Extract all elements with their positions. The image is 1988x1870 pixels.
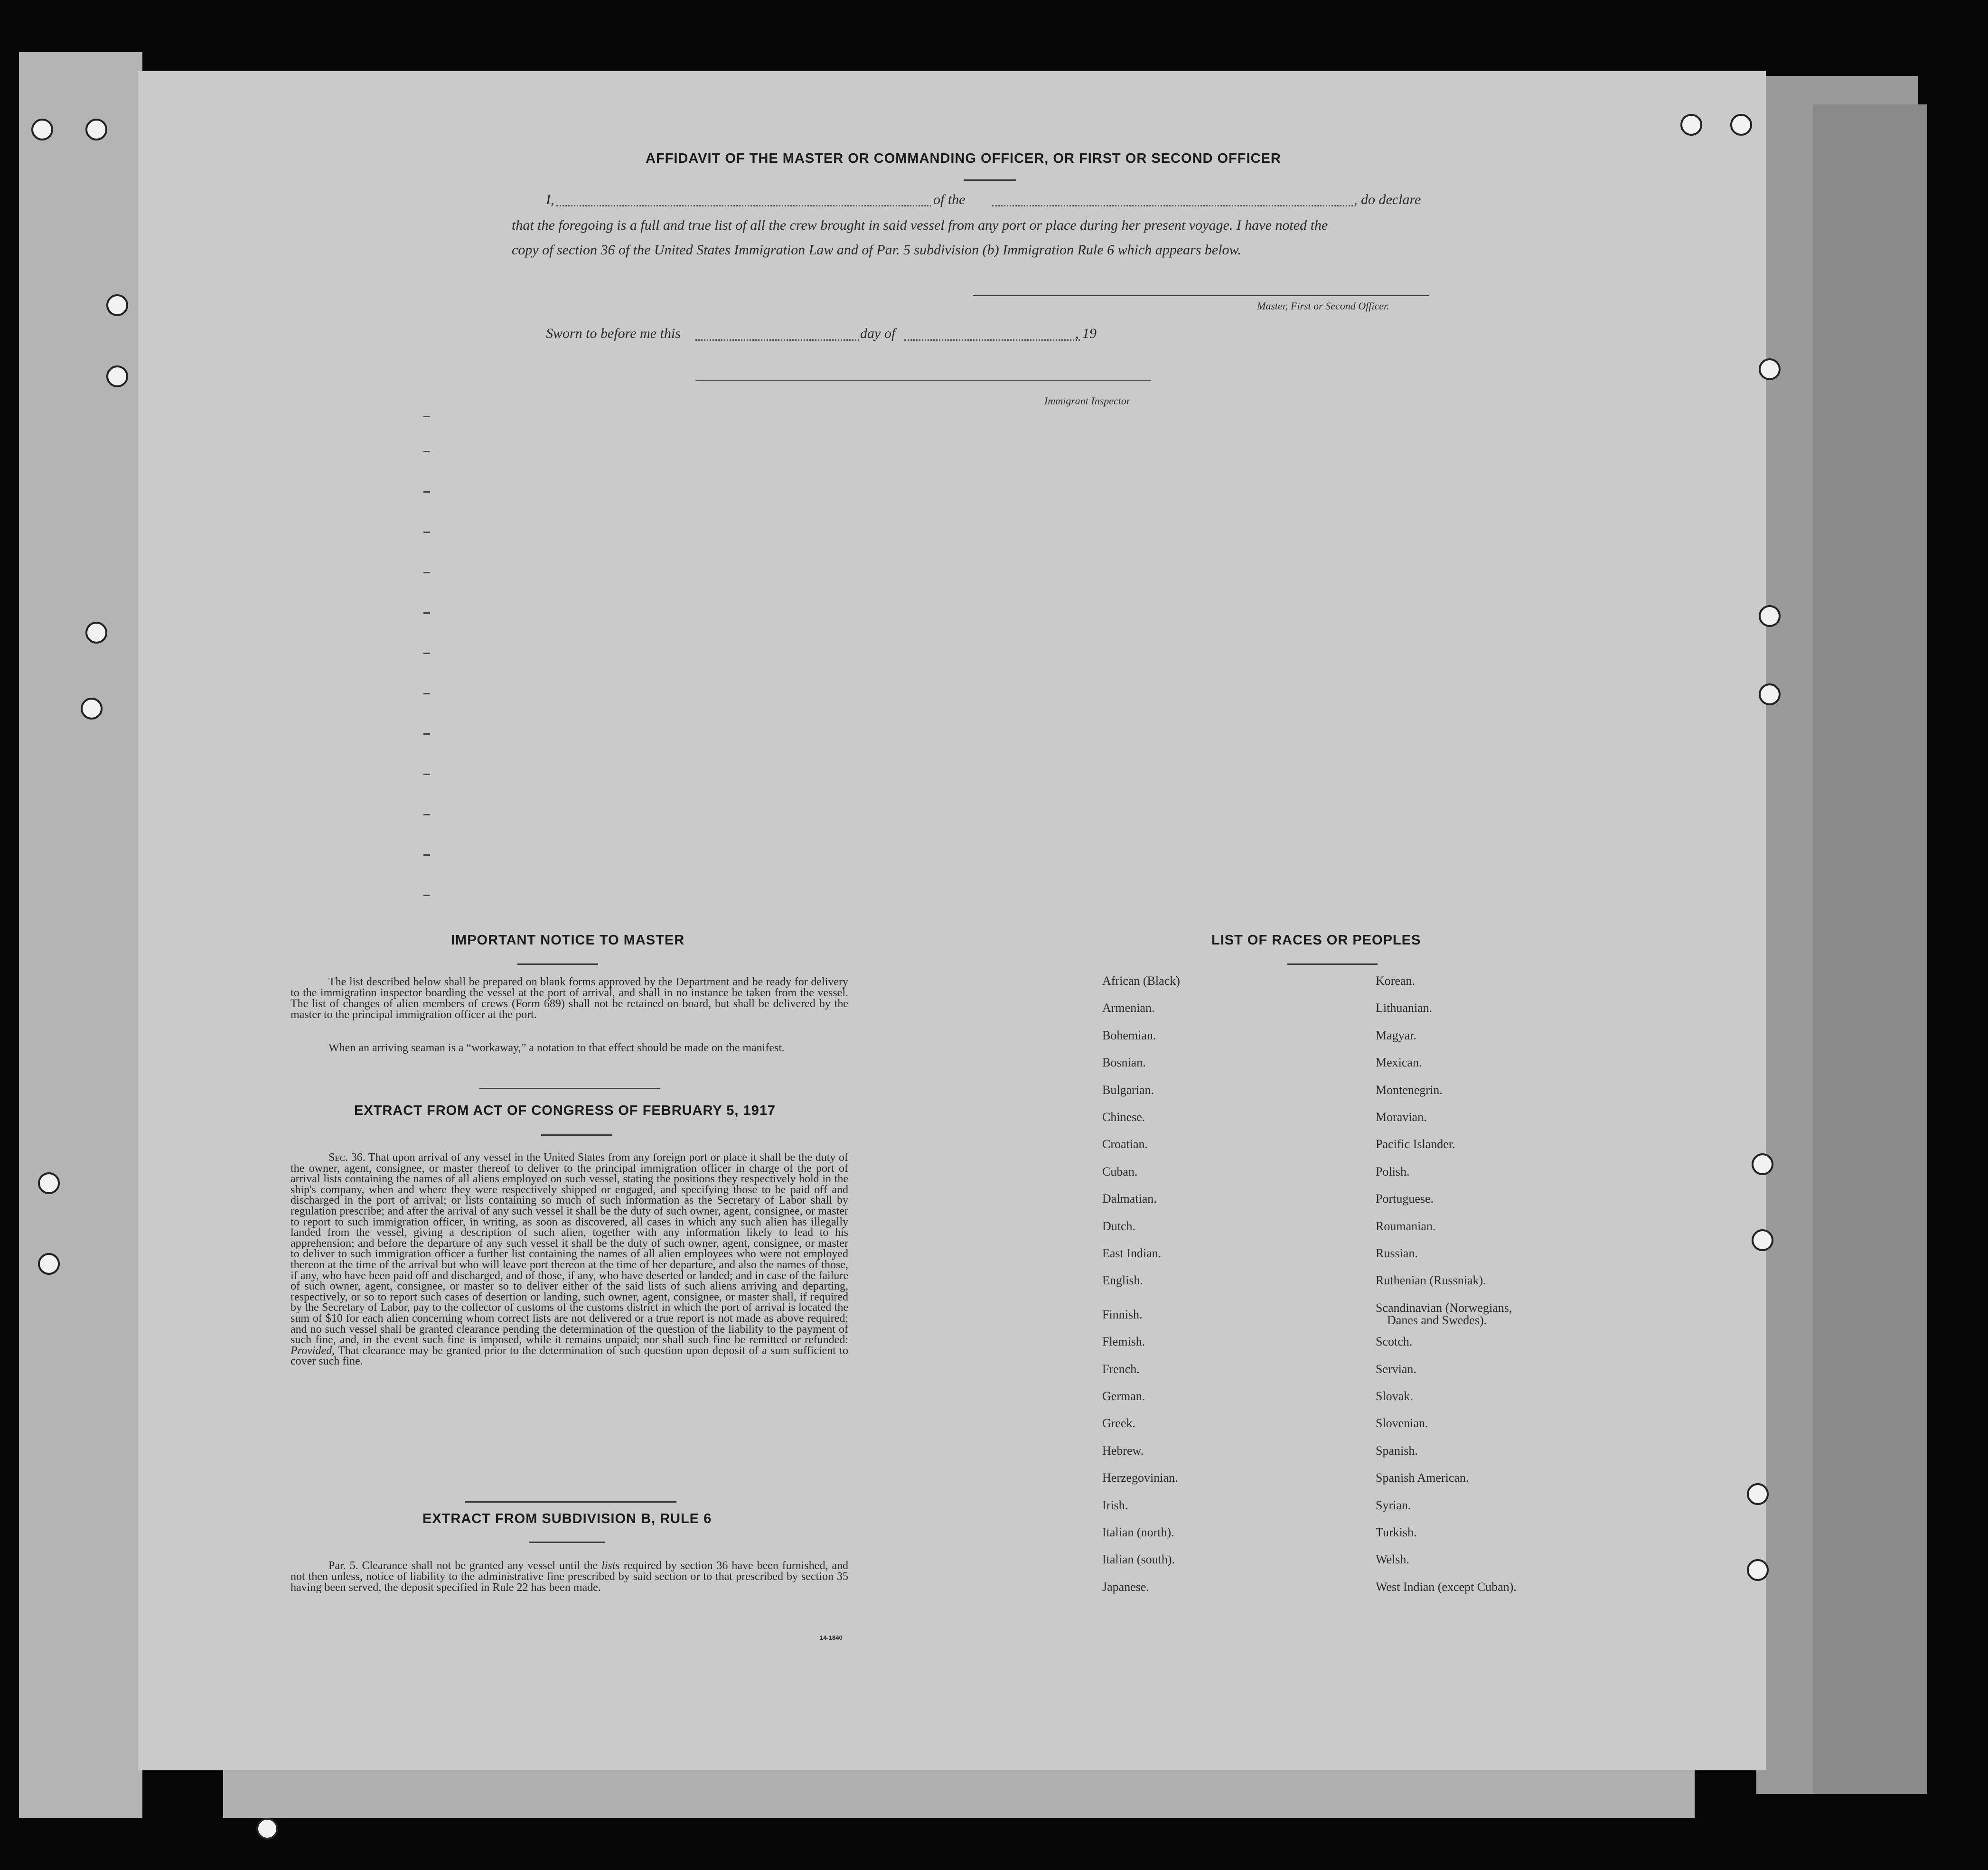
race-item: Flemish. xyxy=(1102,1335,1145,1349)
races-divider xyxy=(1287,963,1378,965)
notice-divider xyxy=(517,963,598,965)
race-item: Bohemian. xyxy=(1102,1028,1156,1042)
margin-tick xyxy=(423,854,430,856)
title-divider xyxy=(964,179,1016,181)
binder-hole xyxy=(1759,605,1781,627)
margin-tick xyxy=(423,416,430,417)
race-item: Roumanian. xyxy=(1376,1219,1436,1233)
race-item: Portuguese. xyxy=(1376,1192,1434,1206)
binder-hole xyxy=(38,1253,60,1275)
race-item: Dalmatian. xyxy=(1102,1192,1157,1206)
race-item: Spanish. xyxy=(1376,1443,1418,1458)
margin-tick xyxy=(423,451,430,452)
binder-hole xyxy=(85,622,107,644)
race-item: Turkish. xyxy=(1376,1525,1417,1539)
officer-signature-line[interactable] xyxy=(973,295,1429,296)
race-item: Armenian. xyxy=(1102,1001,1155,1015)
master-name-field[interactable] xyxy=(556,205,931,206)
inspector-caption: Immigrant Inspector xyxy=(1044,395,1131,407)
race-item: Syrian. xyxy=(1376,1498,1411,1512)
race-item: English. xyxy=(1102,1273,1143,1288)
officer-signature-caption: Master, First or Second Officer. xyxy=(1257,300,1389,312)
act-extract-title: EXTRACT FROM ACT OF CONGRESS OF FEBRUARY 5, 1917 xyxy=(354,1103,776,1118)
race-item: Slovak. xyxy=(1376,1389,1413,1403)
section-divider xyxy=(479,1088,660,1089)
binder-hole xyxy=(85,119,107,140)
binder-hole xyxy=(106,365,128,387)
binder-hole xyxy=(1680,114,1702,136)
sworn-month-field[interactable] xyxy=(904,339,1080,341)
section-36-tail: That clearance may be granted prior to the determination of such question upon deposit of a sum sufficient to cover such fine. xyxy=(291,1344,848,1368)
rule-extract-body xyxy=(291,1561,848,1593)
race-item: Moravian. xyxy=(1376,1110,1427,1124)
underlying-sheet-right-2 xyxy=(1813,104,1927,1794)
provided-word: Provided, xyxy=(291,1344,335,1357)
binder-hole xyxy=(1747,1559,1769,1581)
race-item: Japanese. xyxy=(1102,1580,1149,1594)
rule-text-b: required by section 36 have been furnished, and not then unless, notice of liability to the administrative fine prescribed by said section or to that prescribed by section 35 having been served, the deposit specified in Rule 22 has been made. xyxy=(291,1560,849,1594)
race-item: French. xyxy=(1102,1362,1140,1376)
race-item: Polish. xyxy=(1376,1164,1410,1178)
race-item: Finnish. xyxy=(1102,1307,1143,1321)
race-item: Croatian. xyxy=(1102,1137,1148,1151)
section-label: Sec. 36. xyxy=(328,1151,366,1164)
race-item: Scotch. xyxy=(1376,1335,1413,1349)
sworn-day-of-label: day of xyxy=(860,326,896,341)
margin-tick xyxy=(423,653,430,654)
sworn-prefix: Sworn to before me this xyxy=(546,326,681,341)
sworn-year-label: , 19 xyxy=(1075,326,1097,341)
affidavit-title: AFFIDAVIT OF THE MASTER OR COMMANDING OFFICER, OR FIRST OR SECOND OFFICER xyxy=(646,151,1281,166)
act-divider xyxy=(541,1134,612,1136)
binder-hole xyxy=(31,119,53,140)
race-item: Cuban. xyxy=(1102,1164,1138,1178)
race-item: Servian. xyxy=(1376,1362,1416,1376)
race-item: Bosnian. xyxy=(1102,1056,1146,1070)
form-number: 14-1840 xyxy=(820,1634,843,1641)
rule-text-a: Par. 5. Clearance shall not be granted any vessel until the xyxy=(328,1560,598,1572)
race-item: Ruthenian (Russniak). xyxy=(1376,1273,1486,1288)
race-item: Scandinavian (Norwegians, xyxy=(1376,1300,1512,1315)
rule-extract-title: EXTRACT FROM SUBDIVISION B, RULE 6 xyxy=(422,1511,712,1526)
races-title: LIST OF RACES OR PEOPLES xyxy=(1211,933,1421,948)
race-item: Greek. xyxy=(1102,1416,1136,1431)
race-item: Lithuanian. xyxy=(1376,1001,1433,1015)
binder-hole xyxy=(256,1818,278,1840)
race-item: Italian (north). xyxy=(1102,1525,1174,1539)
race-item: East Indian. xyxy=(1102,1246,1162,1260)
lists-word: lists xyxy=(601,1560,620,1572)
notice-paragraph-2: When an arriving seaman is a “workaway,” a notation to that effect should be made on the manifest. xyxy=(328,1042,785,1054)
binder-hole xyxy=(1759,358,1781,380)
race-item: Dutch. xyxy=(1102,1219,1136,1233)
margin-tick xyxy=(423,612,430,614)
margin-tick xyxy=(423,693,430,694)
race-item: Slovenian. xyxy=(1376,1416,1428,1431)
binder-hole xyxy=(1747,1483,1769,1505)
race-item: Korean. xyxy=(1376,974,1416,988)
affidavit-line-3: copy of section 36 of the United States Immigration Law and of Par. 5 subdivision (b) Immigration Rule 6 which appears below. xyxy=(512,242,1241,258)
race-item: Russian. xyxy=(1376,1246,1418,1260)
race-item: Hebrew. xyxy=(1102,1443,1144,1458)
race-item: German. xyxy=(1102,1389,1145,1403)
race-item: Spanish American. xyxy=(1376,1471,1469,1485)
race-item: Danes and Swedes). xyxy=(1387,1313,1487,1327)
underlying-sheet-left xyxy=(19,52,142,1818)
notice-title: IMPORTANT NOTICE TO MASTER xyxy=(451,933,685,948)
binder-hole xyxy=(106,294,128,316)
race-item: West Indian (except Cuban). xyxy=(1376,1580,1517,1594)
binder-hole xyxy=(38,1172,60,1194)
margin-tick xyxy=(423,895,430,896)
binder-hole xyxy=(1752,1229,1773,1251)
margin-tick xyxy=(423,491,430,493)
race-item: Bulgarian. xyxy=(1102,1083,1154,1097)
race-item: Irish. xyxy=(1102,1498,1128,1512)
rule-divider xyxy=(529,1542,605,1543)
race-item: Italian (south). xyxy=(1102,1552,1175,1567)
race-item: Welsh. xyxy=(1376,1552,1409,1567)
race-item: Montenegrin. xyxy=(1376,1083,1443,1097)
race-item: Chinese. xyxy=(1102,1110,1145,1124)
act-extract-body xyxy=(291,1152,848,1367)
margin-tick xyxy=(423,814,430,815)
margin-tick xyxy=(423,572,430,573)
binder-hole xyxy=(1759,683,1781,705)
vessel-name-field[interactable] xyxy=(992,205,1353,206)
inspector-signature-line[interactable] xyxy=(695,380,1151,381)
affidavit-i-label: I, xyxy=(546,192,554,207)
margin-tick xyxy=(423,733,430,735)
margin-tick xyxy=(423,532,430,533)
notice-paragraph-1: The list described below shall be prepared on blank forms approved by the Department and be ready for delivery to the immigration inspector boarding the vessel at the port of arrival, and shall in no instance be taken from the vessel. The list of changes of alien members of crews (Form 689) shall not be retained on board, but shall be delivered by the master to the principal immigration officer at the port. xyxy=(291,976,848,1021)
section-36-text: That upon arrival of any vessel in the United States from any foreign port or place it shall be the duty of the owner, agent, consignee, or master thereof to deliver to the principal immigration officer in charge of the port of arrival lists containing the names of all aliens employed on such vessel, stating the positions they respectively hold in the ship's company, when and where they were respectively shipped or engaged, and specifying those to be paid off and discharged in the port of arrival; or lists containing so much of such information as the Secretary of Labor shall by regulation prescribe; and after the arrival of any such vessel it shall be the duty of such owner, agent, consignee, or master to report to such immigration officer, in writing, as soon as discovered, all cases in which any such alien has illegally landed from the vessel, giving a description of such alien, together with any information likely to lead to his apprehension; and before the departure of any such vessel it shall be the duty of such owner, agent, consignee, or master to deliver to such immigration officer a further list containing the names of all alien employees who were not employed thereon at the time of the arrival but who will leave port thereon at the time of her departure, and also the names of those, if any, who have been paid off and discharged, and of those, if any, who have deserted or landed; and in case of the failure of such owner, agent, consignee, or master so to deliver either of the said lists of such aliens arriving and departing, respectively, or so to report such cases of desertion or landing, such owner, agent, consignee, or master shall, if required by the Secretary of Labor, pay to the collector of customs of the customs district in which the port of arrival is located the sum of $10 for each alien concerning whom correct lists are not delivered or a true report is not made as above required; and no such vessel shall be granted clearance pending the determination of the question of the liability to the payment of such fine, and, in the event such fine is imposed, while it remains unpaid; nor shall such fine be remitted or refunded: xyxy=(291,1151,848,1346)
binder-hole xyxy=(1752,1153,1773,1175)
affidavit-of-the-label: of the xyxy=(933,192,966,207)
section-divider xyxy=(465,1501,676,1503)
margin-tick xyxy=(423,774,430,775)
form-page xyxy=(138,71,1766,1770)
race-item: African (Black) xyxy=(1102,974,1180,988)
race-item: Pacific Islander. xyxy=(1376,1137,1455,1151)
affidavit-declare-label: , do declare xyxy=(1354,192,1421,207)
sworn-day-field[interactable] xyxy=(695,339,859,341)
affidavit-line-2: that the foregoing is a full and true list of all the crew brought in said vessel from any port or place during her present voyage. I have noted the xyxy=(512,217,1328,233)
binder-hole xyxy=(81,698,103,720)
race-item: Herzegovinian. xyxy=(1102,1471,1178,1485)
race-item: Mexican. xyxy=(1376,1056,1422,1070)
race-item: Magyar. xyxy=(1376,1028,1416,1042)
binder-hole xyxy=(1730,114,1752,136)
